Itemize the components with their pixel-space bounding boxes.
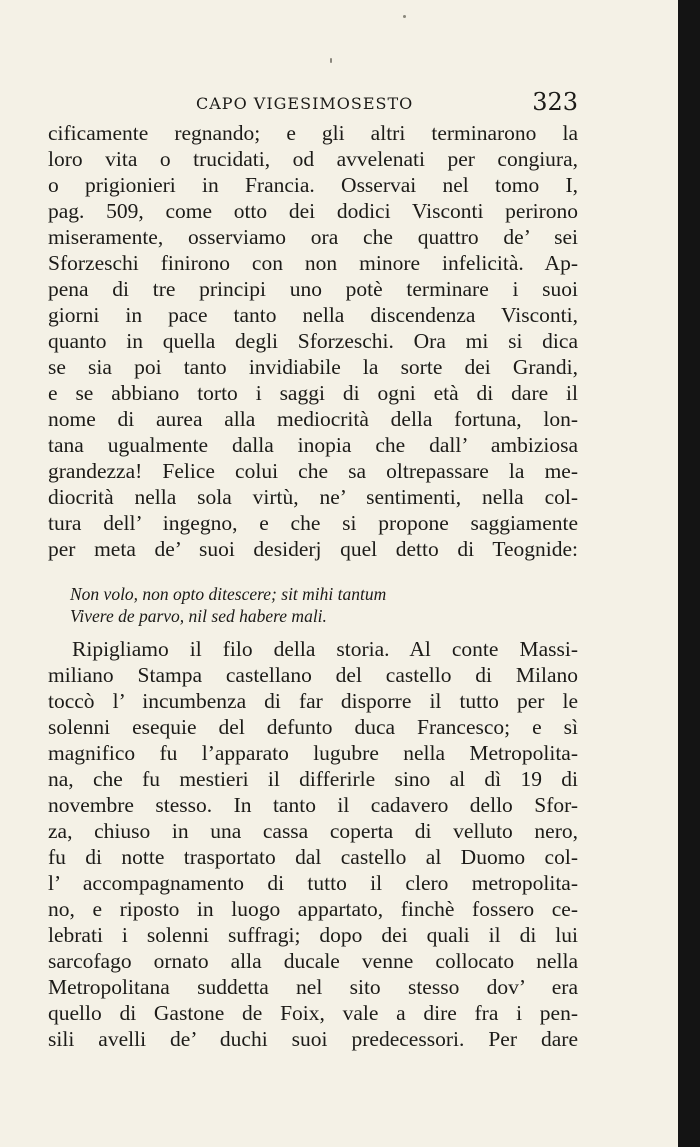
text-line: sarcofago ornato alla ducale venne collocato nella [48, 949, 578, 973]
text-line: diocrità nella sola virtù, ne’ sentimenti, nella col- [48, 485, 578, 509]
text-line: sili avelli de’ duchi suoi predecessori. Per dare [48, 1027, 578, 1051]
text-line: Ripigliamo il filo della storia. Al conte Massi- [72, 637, 578, 661]
text-line: quello di Gastone de Foix, vale a dire fra i pen- [48, 1001, 578, 1025]
text-line: Metropolitana suddetta nel sito stesso dov’ era [48, 975, 578, 999]
paper-speck [403, 15, 406, 18]
text-line: tura dell’ ingegno, e che si propone saggiamente [48, 511, 578, 535]
text-line: cificamente regnando; e gli altri terminarono la [48, 121, 578, 145]
verse-line: Vivere de parvo, nil sed habere mali. [70, 606, 327, 626]
text-line: Sforzeschi finirono con non minore infelicità. Ap- [48, 251, 578, 275]
paragraph-new [48, 636, 578, 1052]
verse-quotation [70, 583, 540, 627]
running-title: CAPO VIGESIMOSESTO [196, 94, 414, 113]
text-line: e se abbiano torto i saggi di ogni età di dare il [48, 381, 578, 405]
text-line: o prigionieri in Francia. Osservai nel tomo I, [48, 173, 578, 197]
paragraph-continued [48, 120, 578, 562]
text-line: quanto in quella degli Sforzeschi. Ora mi si dica [48, 329, 578, 353]
text-line: novembre stesso. In tanto il cadavero dello Sfor- [48, 793, 578, 817]
text-line: giorni in pace tanto nella discendenza Visconti, [48, 303, 578, 327]
text-line: nome di aurea alla mediocrità della fortuna, lon- [48, 407, 578, 431]
text-line: solenni esequie del defunto duca Francesco; e sì [48, 715, 578, 739]
running-head [48, 88, 578, 118]
page-number: 323 [532, 88, 578, 116]
text-line: per meta de’ suoi desiderj quel detto di Teognide: [48, 537, 578, 561]
text-line: fu di notte trasportato dal castello al Duomo col- [48, 845, 578, 869]
text-line: lebrati i solenni suffragi; dopo dei quali il di lui [48, 923, 578, 947]
text-line: magnifico fu l’apparato lugubre nella Metropolita- [48, 741, 578, 765]
text-line: l’ accompagnamento di tutto il clero metropolita- [48, 871, 578, 895]
text-line: na, che fu mestieri il differirle sino al dì 19 di [48, 767, 578, 791]
text-line: miliano Stampa castellano del castello di Milano [48, 663, 578, 687]
text-line: tana ugualmente dalla inopia che dall’ ambiziosa [48, 433, 578, 457]
text-line: se sia poi tanto invidiabile la sorte dei Grandi, [48, 355, 578, 379]
text-line: pag. 509, come otto dei dodici Visconti perirono [48, 199, 578, 223]
text-line: loro vita o trucidati, od avvelenati per congiura, [48, 147, 578, 171]
text-line: toccò l’ incumbenza di far disporre il tutto per le [48, 689, 578, 713]
text-line: no, e riposto in luogo appartato, finchè fossero ce- [48, 897, 578, 921]
paper-speck [330, 58, 332, 63]
verse-line: Non volo, non opto ditescere; sit mihi tantum [70, 584, 387, 604]
text-line: grandezza! Felice colui che sa oltrepassare la me- [48, 459, 578, 483]
text-line: miseramente, osserviamo ora che quattro de’ sei [48, 225, 578, 249]
text-line: pena di tre principi uno potè terminare i suoi [48, 277, 578, 301]
text-line: za, chiuso in una cassa coperta di velluto nero, [48, 819, 578, 843]
